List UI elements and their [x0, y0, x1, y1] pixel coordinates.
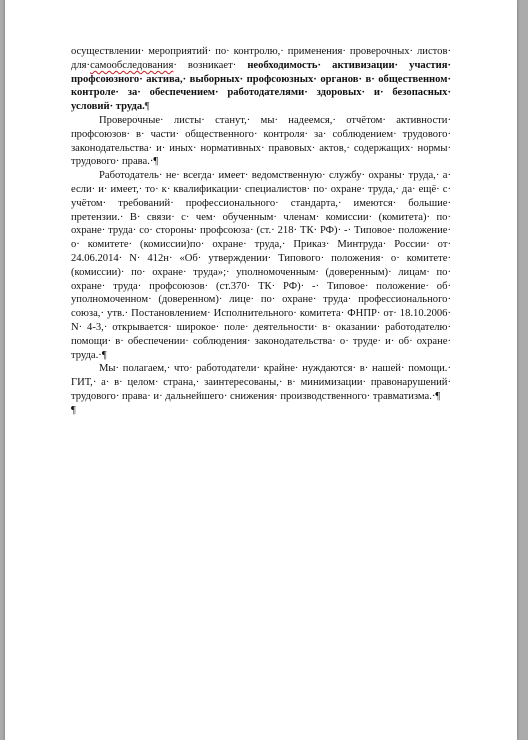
misspelled-word[interactable]: самообследования — [90, 59, 174, 71]
paragraph-1-text: · возникает· — [173, 59, 248, 71]
paragraph-1-bold-text: необходимость· активизации· участия· профсоюзного· актива,· выборных· профсоюзных· органов· в· общественном· контроле· за· обеспечением· работодателями· здоровых· и· безопасных· условий· труда. — [71, 59, 452, 113]
paragraph-4: Мы· полагаем,· что· работодатели· крайне· нуждаются· в· нашей· помощи.· ГИТ,· а· в· целом· страна,· заинтересованы,· в· минимизации· правонарушений· трудового· права· и· дальнейшего· снижения· производственного· травматизма.·¶ — [71, 363, 451, 402]
paragraph-3: Работодатель· не· всегда· имеет· ведомственную· службу· охраны· труда,· а· если· и· имеет,· то· к· квалификации· специалистов· по· охране· труда,· да· ещё· с· учётом· требований· профессионального· стандарта,· имеются· большие· претензии.· В· связи· с· чем· обученным· членам· комиссии· (комитета)· по· охране· труда· со· стороны· профсоюза· (ст.· 218· ТК· РФ)· -· Типовое· положение· о· комитете· (комиссии)по· охране· труда,· Приказ· Минтруда· России· от· 24.06.2014· N· 412н· «Об· утверждении· Типового· положения· о· комитете· (комиссии)· по· охране· труда»;· уполномоченным· (доверенным)· лицам· по· охране· труда· профсоюзов· (ст.370· ТК· РФ)· -· Типовое· положение· об· уполномоченном· (доверенном)· лице· по· охране· труда· профессионального· союза,· утв.· Постановлением· Исполнительного· комитета· ФНПР· от· 18.10.2006· N· 4-3,· открывается· широкое· поле· деятельности· в· оказании· работодателю· помощи· в· обеспечении· соблюдения· законодательства· о· труде· и· об· охране· труда.·¶ — [71, 170, 451, 361]
paragraph-1-line-1: осуществлении· мероприятий· по· контролю,· применения· проверочных· листов· для· — [71, 46, 451, 71]
document-body[interactable] — [71, 45, 451, 418]
pilcrow-mark: ¶ — [144, 101, 150, 113]
paragraph-1 — [71, 45, 451, 114]
paragraph-2: Проверочные· листы· станут,· мы· надеемся,· отчётом· активности· профсоюзов· в· части· общественного· контроля· за· соблюдением· трудового· законодательства· и· иных· нормативных· правовых· актов,· содержащих· нормы· трудового· права.·¶ — [71, 114, 451, 168]
document-page[interactable] — [5, 0, 517, 740]
paragraph-5-empty: ¶ — [71, 404, 76, 416]
